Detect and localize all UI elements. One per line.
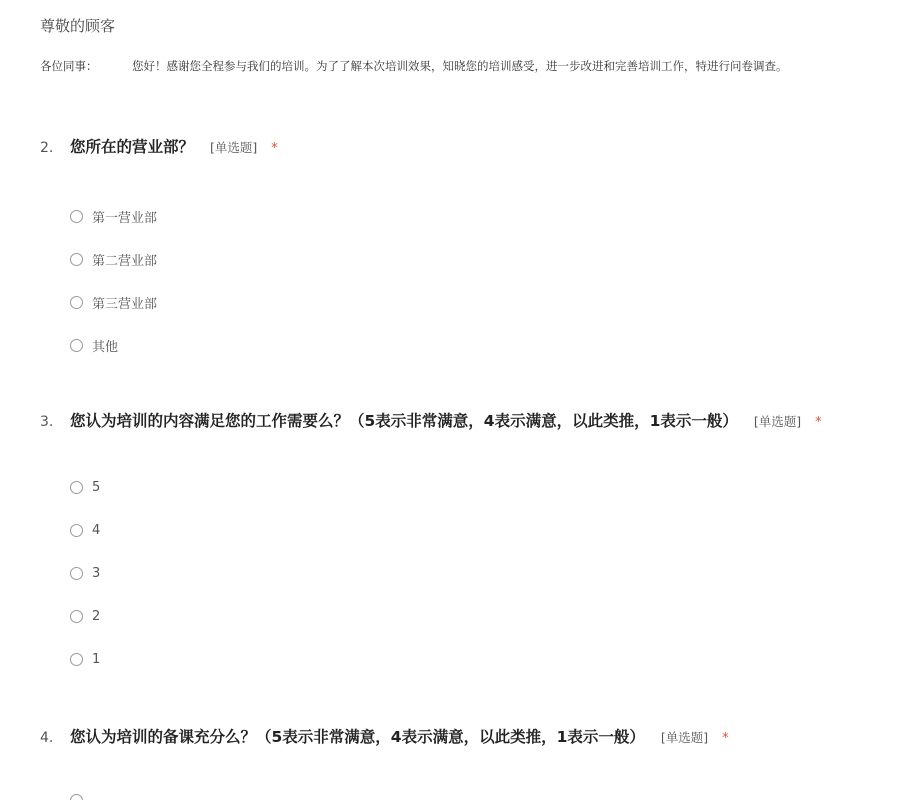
option-rating-2[interactable] bbox=[70, 609, 100, 624]
question-type: [单选题] bbox=[753, 414, 802, 429]
option-third-department[interactable] bbox=[70, 293, 157, 312]
question-number: 3. bbox=[40, 414, 54, 430]
radio-button[interactable] bbox=[70, 653, 83, 666]
option-label: 第三营业部 bbox=[92, 297, 158, 312]
question-type: [单选题] bbox=[660, 730, 709, 745]
question-header bbox=[40, 725, 890, 747]
option-label: 1 bbox=[92, 652, 101, 667]
radio-button[interactable] bbox=[70, 253, 83, 266]
option-label: 3 bbox=[92, 566, 101, 581]
page-title: 尊敬的顾客 bbox=[40, 17, 116, 35]
option-label: 2 bbox=[92, 609, 101, 624]
intro-body: 您好！感谢您全程参与我们的培训。为了了解本次培训效果，知晓您的培训感受，进一步改进和完善培训工作，特进行问卷调查。 bbox=[132, 59, 788, 73]
salutation: 各位同事： bbox=[40, 59, 98, 73]
question-title: 您所在的营业部？ bbox=[70, 138, 195, 156]
radio-button[interactable] bbox=[70, 210, 83, 223]
question-type: [单选题] bbox=[210, 140, 258, 155]
option-second-department[interactable] bbox=[70, 250, 157, 269]
question-number: 4. bbox=[40, 730, 54, 746]
radio-button[interactable] bbox=[70, 296, 83, 309]
question-4 bbox=[40, 725, 890, 747]
option-first-department[interactable] bbox=[70, 207, 157, 226]
option-label: 第一营业部 bbox=[92, 211, 158, 226]
option-rating-1[interactable] bbox=[70, 652, 100, 667]
radio-button[interactable] bbox=[70, 481, 83, 494]
question-3 bbox=[40, 409, 890, 431]
option-rating-4[interactable] bbox=[70, 523, 100, 538]
option-label: 4 bbox=[92, 523, 101, 538]
option-other[interactable] bbox=[70, 336, 118, 355]
question-header bbox=[40, 409, 890, 431]
required-marker: * bbox=[722, 731, 729, 746]
intro-text bbox=[40, 58, 788, 74]
question-title: 您认为培训的备课充分么？（5表示非常满意，4表示满意，以此类推，1表示一般） bbox=[70, 728, 645, 746]
radio-button[interactable] bbox=[70, 794, 83, 800]
required-marker: * bbox=[271, 141, 278, 156]
option-label: 其他 bbox=[92, 340, 119, 355]
radio-button[interactable] bbox=[70, 524, 83, 537]
radio-button[interactable] bbox=[70, 567, 83, 580]
option-rating-3[interactable] bbox=[70, 566, 100, 581]
option-label: 5 bbox=[92, 480, 101, 495]
question-title: 您认为培训的内容满足您的工作需要么？（5表示非常满意，4表示满意，以此类推，1表示一般） bbox=[70, 412, 738, 430]
option-label: 第二营业部 bbox=[92, 254, 158, 269]
option-rating-5[interactable] bbox=[70, 480, 100, 495]
required-marker: * bbox=[815, 415, 822, 430]
radio-button[interactable] bbox=[70, 339, 83, 352]
question-header bbox=[40, 135, 890, 157]
question-2 bbox=[40, 135, 890, 157]
question-number: 2. bbox=[40, 140, 54, 156]
radio-button[interactable] bbox=[70, 610, 83, 623]
option-partial[interactable] bbox=[70, 794, 92, 800]
